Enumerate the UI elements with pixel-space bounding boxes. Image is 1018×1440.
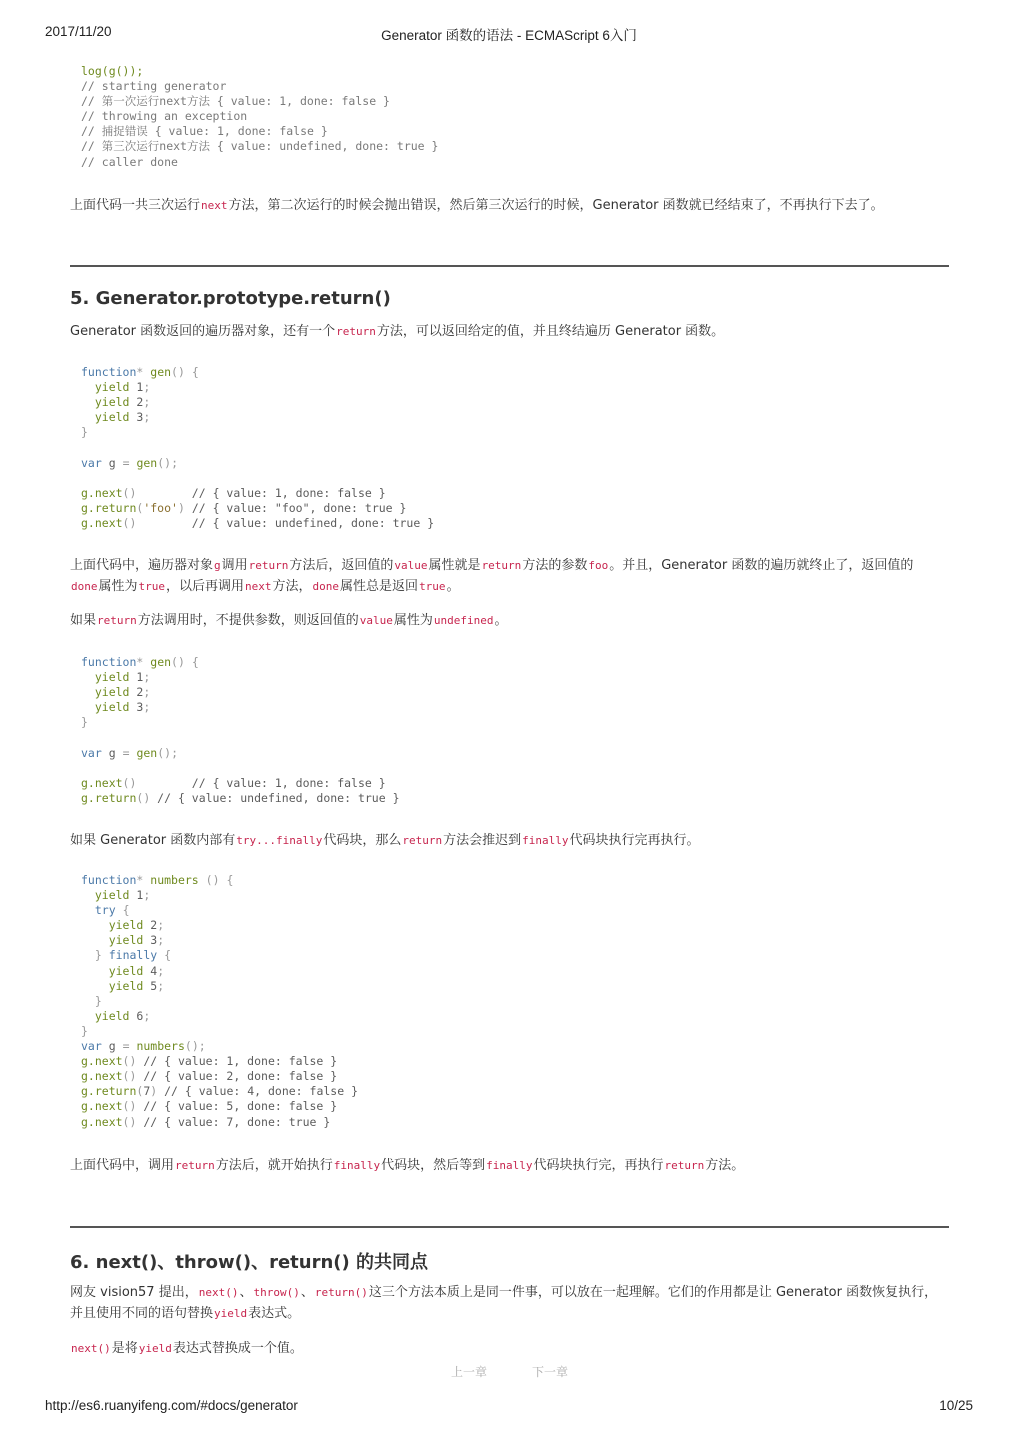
code-block-return-foo: function* gen() { yield 1; yield 2; yield 3; } var g = gen(); g.next() // { value: 1, done: false } g.return('foo') // { value: "foo", done: true } g.next() // { value: undefined, done: true } bbox=[81, 365, 435, 530]
code-comment: // starting generator bbox=[81, 79, 227, 94]
paragraph-return-explain: 上面代码中，遍历器对象g调用return方法后，返回值的value属性就是return方法的参数foo。并且，Generator 函数的遍历就终止了，返回值的 done属性为true，以后再调用next方法，done属性总是返回true。 bbox=[70, 558, 914, 594]
paragraph-return-noarg: 如果return方法调用时，不提供参数，则返回值的value属性为undefined。 bbox=[70, 613, 508, 628]
code-comment: // 捕捉错误 { value: 1, done: false } bbox=[81, 124, 328, 139]
page-url: http://es6.ruanyifeng.com/#docs/generator bbox=[45, 1398, 298, 1413]
prev-chapter-link[interactable]: 上一章 bbox=[451, 1365, 488, 1379]
code-block-log bbox=[81, 64, 438, 170]
paragraph-next-summary: 上面代码一共三次运行next方法，第二次运行的时候会抛出错误，然后第三次运行的时候，Generator 函数就已经结束了，不再执行下去了。 bbox=[70, 198, 884, 213]
code-comment: // 第一次运行next方法 { value: 1, done: false } bbox=[81, 94, 390, 109]
section-heading-common: 6. next()、throw()、return() 的共同点 bbox=[70, 1252, 428, 1273]
paragraph-common-intro: 网友 vision57 提出，next()、throw()、return()这三个方法本质上是同一件事，可以放在一起理解。它们的作用都是让 Generator 函数恢复执行， 并且使用不同的语句替换yield表达式。 bbox=[70, 1285, 938, 1321]
code-block-numbers: function* numbers () { yield 1; try { yield 2; yield 3; } finally { yield 4; yield 5; } yield 6; } var g = numbers(); g.next() // { value: 1, done: false } g.next() // { value: 2, done: false } g.return(7) // { value: 4, done: false } g.next() // { value: 5, done: false } g.next() // { value: 7, done: true } bbox=[81, 873, 358, 1129]
paragraph-next-yield: next()是将yield表达式替换成一个值。 bbox=[71, 1341, 303, 1356]
page-number: 10/25 bbox=[939, 1398, 973, 1413]
section-divider bbox=[70, 265, 949, 267]
paragraph-return-intro: Generator 函数返回的遍历器对象，还有一个return方法，可以返回给定的值，并且终结遍历 Generator 函数。 bbox=[70, 324, 725, 339]
print-header bbox=[45, 24, 973, 42]
paragraph-try-finally: 如果 Generator 函数内部有try...finally代码块，那么return方法会推迟到finally代码块执行完再执行。 bbox=[70, 833, 700, 848]
code-comment: // 第三次运行next方法 { value: undefined, done: true } bbox=[81, 139, 439, 154]
paragraph-finally-explain: 上面代码中，调用return方法后，就开始执行finally代码块，然后等到finally代码块执行完，再执行return方法。 bbox=[70, 1158, 745, 1173]
section-divider bbox=[70, 1226, 949, 1228]
code-block-return-noarg: function* gen() { yield 1; yield 2; yield 3; } var g = gen(); g.next() // { value: 1, done: false } g.return() // { value: undefined, done: true } bbox=[81, 655, 400, 805]
next-chapter-link[interactable]: 下一章 bbox=[532, 1365, 569, 1379]
print-title: Generator 函数的语法 - ECMAScript 6入门 bbox=[381, 28, 637, 43]
code-comment: // caller done bbox=[81, 154, 178, 169]
section-heading-return: 5. Generator.prototype.return() bbox=[70, 288, 391, 309]
print-footer bbox=[45, 1398, 973, 1416]
print-date: 2017/11/20 bbox=[45, 24, 112, 39]
code-comment: // throwing an exception bbox=[81, 109, 248, 124]
code-line: log(g()); bbox=[81, 64, 144, 78]
